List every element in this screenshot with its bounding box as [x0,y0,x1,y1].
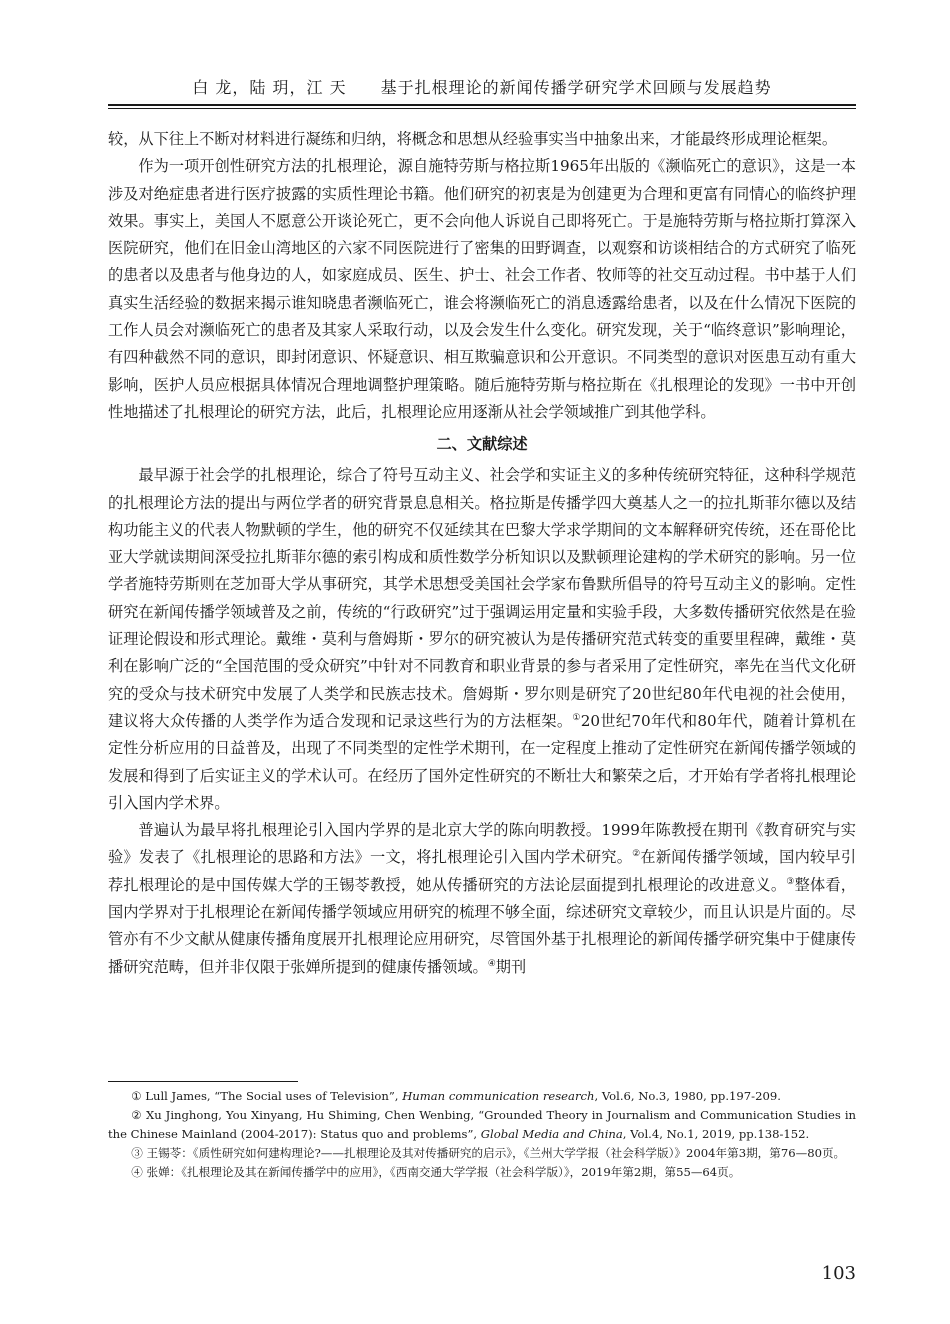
header-rule-thick [108,104,856,106]
footnote-mark-1: ① [572,712,581,723]
paragraph-sociology-roots: 最早源于社会学的扎根理论，综合了符号互动主义、社会学和实证主义的多种传统研究特征，这种科学规范的扎根理论方法的提出与两位学者的研究背景息息相关。格拉斯是传播学四大奠基人之一的拉扎斯菲尔德以及结构功能主义的代表人物默顿的学生，他的研究不仅延续其在巴黎大学求学期间的文本解释研究传统，还在哥伦比亚大学就读期间深受拉扎斯菲尔德的索引构成和质性数学分析知识以及默顿理论建构的学术研究的影响。另一位学者施特劳斯则在芝加哥大学从事研究，其学术思想受美国社会学家布鲁默所倡导的符号互动主义的影响。定性研究在新闻传播学领域普及之前，传统的“行政研究”过于强调运用定量和实验手段，大多数传播研究依然是在验证理论假设和形式理论。戴维・莫利与詹姆斯・罗尔的研究被认为是传播研究范式转变的重要里程碑，戴维・莫利在影响广泛的“全国范围的受众研究”中针对不同教育和职业背景的参与者采用了定性研究，率先在当代文化研究的受众与技术研究中发展了人类学和民族志技术。詹姆斯・罗尔则是研究了20世纪80年代电视的社会使用，建议将大众传播的人类学作为适合发现和记录这些行为的方法框架。①20世纪70年代和80年代，随着计算机在定性分析应用的日益普及，出现了不同类型的定性学术期刊，在一定程度上推动了定性研究在新闻传播学领域的发展和得到了后实证主义的学术认可。在经历了国外定性研究的不断壮大和繁荣之后，才开始有学者将扎根理论引入国内学术界。 [108,466,857,812]
running-header [108,72,856,104]
footnote-3: ③ 王锡苓：《质性研究如何建构理论?——扎根理论及其对传播研究的启示》，《兰州大学学报（社会科学版）》2004年第3期，第76—80页。 [131,1146,846,1160]
section-heading-literature-review: 二、文献综述 [436,435,528,454]
footnote-mark-2: ② [632,849,641,860]
paragraph-continuation: 较，从下往上不断对材料进行凝练和归纳，将概念和思想从经验事实当中抽象出来，才能最终形成理论框架。 [108,130,837,148]
footnote-1: ① Lull James, “The Social uses of Television”, Human communication research, Vol.6, No.3, 1980, pp.197-209. [131,1089,781,1103]
paragraph-domestic-introduction: 普遍认为最早将扎根理论引入国内学界的是北京大学的陈向明教授。1999年陈教授在期刊《教育研究与实验》发表了《扎根理论的思路和方法》一文，将扎根理论引入国内学术研究。②在新闻传播学领域，国内较早引荐扎根理论的是中国传媒大学的王锡苓教授，她从传播研究的方法论层面提到扎根理论的改进意义。③整体看，国内学界对于扎根理论在新闻传播学领域应用研究的梳理不够全面，综述研究文章较少，而且认识是片面的。尽管亦有不少文献从健康传播角度展开扎根理论应用研究，尽管国外基于扎根理论的新闻传播学研究集中于健康传播研究范畴，但并非仅限于张婵所提到的健康传播领域。④期刊 [108,821,857,976]
page-number: 103 [821,1263,856,1284]
header-rule-thin [108,108,856,109]
footnotes [108,1087,856,1182]
footnote-separator [108,1081,298,1082]
paragraph-grounded-theory-origin: 作为一项开创性研究方法的扎根理论，源自施特劳斯与格拉斯1965年出版的《濒临死亡的意识》，这是一本涉及对绝症患者进行医疗披露的实质性理论书籍。他们研究的初衷是为创建更为合理和更富有同情心的临终护理效果。事实上，美国人不愿意公开谈论死亡，更不会向他人诉说自己即将死亡。于是施特劳斯与格拉斯打算深入医院研究，他们在旧金山湾地区的六家不同医院进行了密集的田野调查，以观察和访谈相结合的方式研究了临死的患者以及患者与他身边的人，如家庭成员、医生、护士、社会工作者、牧师等的社交互动过程。书中基于人们真实生活经验的数据来揭示谁知晓患者濒临死亡，谁会将濒临死亡的消息透露给患者，以及在什么情况下医院的工作人员会对濒临死亡的患者及其家人采取行动，以及会发生什么变化。研究发现，关于“临终意识”影响理论，有四种截然不同的意识，即封闭意识、怀疑意识、相互欺骗意识和公开意识。不同类型的意识对医患互动有重大影响，医护人员应根据具体情况合理地调整护理策略。随后施特劳斯与格拉斯在《扎根理论的发现》一书中开创性地描述了扎根理论的研究方法，此后，扎根理论应用逐渐从社会学领域推广到其他学科。 [108,157,856,421]
footnote-mark-4: ④ [487,958,496,969]
footnote-4: ④ 张婵：《扎根理论及其在新闻传播学中的应用》，《西南交通大学学报（社会科学版）》，2019年第2期，第55—64页。 [131,1165,741,1179]
footnote-mark-3: ③ [786,876,795,887]
footnote-2: ② Xu Jinghong, You Xinyang, Hu Shiming, Chen Wenbing, “Grounded Theory in Journalism and Communication Studies in the Chinese Mainland (2004-2017): Status quo and problems”, Global Media and China, Vol.4, No.1, 2019, pp.138-152. [108,1108,856,1141]
header-authors: 白 龙，陆 玥，江 天 [192,78,347,97]
header-article-title: 基于扎根理论的新闻传播学研究学术回顾与发展趋势 [380,78,772,97]
article-body [108,126,856,981]
